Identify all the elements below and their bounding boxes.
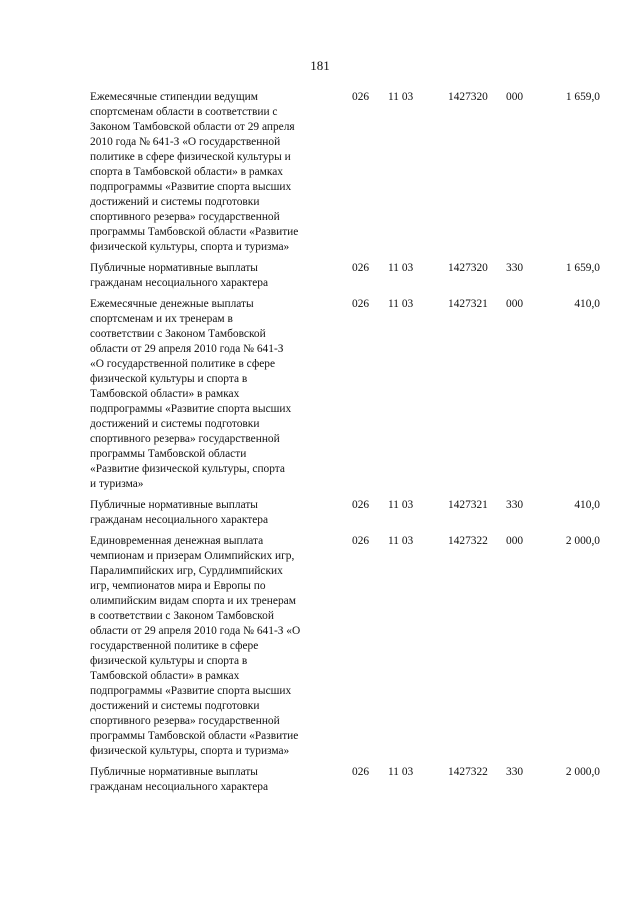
amount: 1 659,0 [565,91,600,103]
description-line: олимпийским видам спорта и их тренерам [90,595,296,607]
description-line: спортсменам области в соответствии с [90,106,278,118]
table-row [90,261,600,291]
code-ved: 026 [352,766,370,778]
description-line: области от 29 апреля 2010 года № 641-З [90,343,284,355]
description-line: политике в сфере физической культуры и [90,151,291,163]
row-description [90,534,352,759]
code-vr: 000 [506,535,524,547]
description-line: подпрограммы «Развитие спорта высших [90,685,292,697]
description-line: соответствии с Законом Тамбовской [90,328,266,340]
code-vr: 330 [506,262,524,274]
row-description [90,90,352,255]
description-line: Тамбовской области» в рамках [90,670,240,682]
amount: 2 000,0 [565,766,600,778]
description-line: спортсменам и их тренерам в [90,313,233,325]
description-line: гражданам несоциального характера [90,277,269,289]
description-line: программы Тамбовской области «Развитие [90,226,299,238]
code-vr: 000 [506,91,524,103]
description-line: спортивного резерва» государственной [90,433,280,445]
code-rzpr: 11 03 [388,298,414,310]
description-line: Единовременная денежная выплата [90,535,264,547]
description-line: подпрограммы «Развитие спорта высших [90,403,292,415]
code-csr: 1427321 [448,499,488,511]
code-csr: 1427320 [448,262,488,274]
description-line: физической культуры и спорта в [90,655,248,667]
page-number: 181 [310,58,330,73]
description-line: спортивного резерва» государственной [90,715,280,727]
row-description [90,765,352,795]
amount: 410,0 [574,298,600,310]
row-description [90,297,352,492]
description-line: Паралимпийских игр, Сурдлимпийских [90,565,283,577]
description-line: в соответствии с Законом Тамбовской [90,610,274,622]
code-ved: 026 [352,91,370,103]
code-vr: 000 [506,298,524,310]
description-line: подпрограммы «Развитие спорта высших [90,181,292,193]
description-line: гражданам несоциального характера [90,781,269,793]
description-line: Публичные нормативные выплаты [90,499,258,511]
code-vr: 330 [506,499,524,511]
description-line: спортивного резерва» государственной [90,211,280,223]
description-line: гражданам несоциального характера [90,514,269,526]
description-line: Ежемесячные стипендии ведущим [90,91,258,103]
description-line: игр, чемпионатов мира и Европы по [90,580,266,592]
description-line: достижений и системы подготовки [90,700,260,712]
code-ved: 026 [352,298,370,310]
code-csr: 1427322 [448,535,488,547]
description-line: чемпионам и призерам Олимпийских игр, [90,550,295,562]
description-line: достижений и системы подготовки [90,418,260,430]
description-line: программы Тамбовской области [90,448,247,460]
description-line: Публичные нормативные выплаты [90,262,258,274]
description-line: спорта в Тамбовской области» в рамках [90,166,283,178]
code-ved: 026 [352,262,370,274]
description-line: 2010 года № 641-З «О государственной [90,136,281,148]
description-line: Законом Тамбовской области от 29 апреля [90,121,295,133]
description-line: «Развитие физической культуры, спорта [90,463,285,475]
code-ved: 026 [352,499,370,511]
description-line: «О государственной политике в сфере [90,358,276,370]
budget-table [90,90,600,801]
code-rzpr: 11 03 [388,262,414,274]
description-line: физической культуры, спорта и туризма» [90,745,290,757]
code-rzpr: 11 03 [388,91,414,103]
description-line: достижений и системы подготовки [90,196,260,208]
table-row [90,297,600,492]
description-line: Публичные нормативные выплаты [90,766,258,778]
description-line: Тамбовской области» в рамках [90,388,240,400]
amount: 2 000,0 [565,535,600,547]
description-line: области от 29 апреля 2010 года № 641-З «О [90,625,301,637]
code-csr: 1427320 [448,91,488,103]
code-csr: 1427322 [448,766,488,778]
code-rzpr: 11 03 [388,535,414,547]
code-ved: 026 [352,535,370,547]
row-description [90,261,352,291]
table-row [90,90,600,255]
table-row [90,498,600,528]
code-vr: 330 [506,766,524,778]
amount: 1 659,0 [565,262,600,274]
description-line: физической культуры, спорта и туризма» [90,241,290,253]
amount: 410,0 [574,499,600,511]
code-csr: 1427321 [448,298,488,310]
description-line: государственной политике в сфере [90,640,259,652]
description-line: Ежемесячные денежные выплаты [90,298,254,310]
table-row [90,534,600,759]
table-row [90,765,600,795]
description-line: физической культуры и спорта в [90,373,248,385]
code-rzpr: 11 03 [388,499,414,511]
code-rzpr: 11 03 [388,766,414,778]
description-line: и туризма» [90,478,144,490]
description-line: программы Тамбовской области «Развитие [90,730,299,742]
row-description [90,498,352,528]
